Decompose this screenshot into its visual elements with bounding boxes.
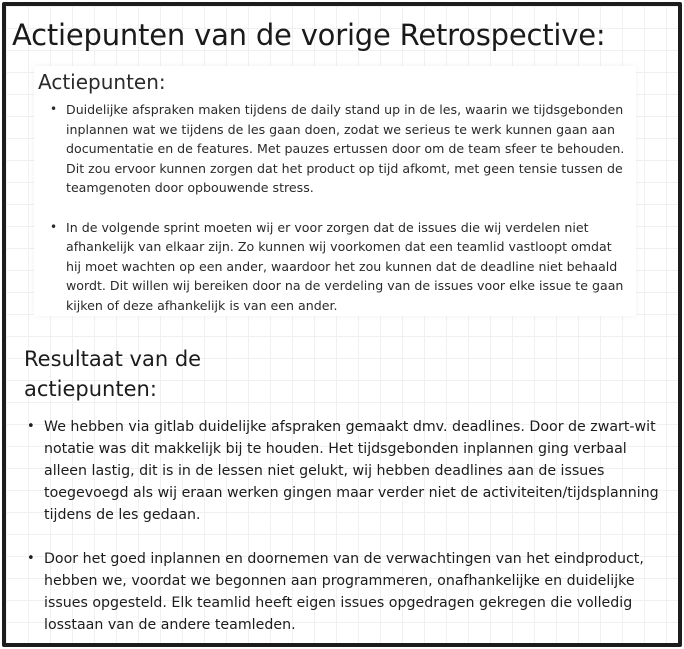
resultaat-item bbox=[24, 548, 664, 636]
actiepunten-heading: Actiepunten: bbox=[38, 70, 166, 94]
bullet-icon: • bbox=[50, 219, 58, 234]
actiepunt-text: In de volgende sprint moeten wij er voor zorgen dat de issues die wij verdelen niet afhankelijk van elkaar zijn. Zo kunnen wij voorkomen dat een teamlid vastloopt omdat hij moet wachten op een ander, waardoor het zou kunnen dat de deadline niet behaald wordt. Dit willen wij bereiken door na de verdeling van de issues voor elke issue te gaan kijken of deze afhankelijk is van een ander. bbox=[66, 219, 624, 313]
resultaat-text: We hebben via gitlab duidelijke afspraken gemaakt dmv. deadlines. Door de zwart-wit notatie was dit makkelijk bij te houden. Het tijdsgebonden inplannen ging verbaal alleen lastig, dit is in de lessen niet gelukt, wij hebben deadlines aan de issues toegevoegd als wij eraan werken gingen maar verder niet de activiteiten/tijdsplanning tijdens de les gedaan. bbox=[44, 419, 659, 523]
resultaat-heading: Resultaat van de actiepunten: bbox=[24, 347, 202, 401]
resultaat-list bbox=[24, 416, 664, 636]
actiepunt-item bbox=[48, 100, 630, 198]
resultaat-text: Door het goed inplannen en doornemen van de verwachtingen van het eindproduct, hebben we, voordat we begonnen aan programmeren, onafhankelijke en duidelijke issues opgesteld. Elk teamlid heeft eigen issues opgedragen gekregen die volledig losstaan van de andere teamleden. bbox=[44, 551, 644, 633]
actiepunt-text: Duidelijke afspraken maken tijdens de daily stand up in de les, waarin we tijdsgebonden inplannen wat we tijdens de les gaan doen, zodat we serieus te werk kunnen gaan aan documentatie en de features. Met pauzes ertussen door om de team sfeer te behouden. Dit zou ervoor kunnen zorgen dat het product op tijd afkomt, met geen tensie tussen de teamgenoten door opbouwende stress. bbox=[66, 102, 625, 195]
page-title: Actiepunten van de vorige Retrospective: bbox=[12, 18, 606, 52]
bullet-icon: • bbox=[27, 551, 35, 566]
actiepunten-list bbox=[48, 100, 630, 315]
resultaat-item bbox=[24, 416, 664, 526]
actiepunt-item bbox=[48, 218, 630, 316]
actiepunten-card bbox=[34, 66, 636, 316]
bullet-icon: • bbox=[27, 419, 35, 434]
bullet-icon: • bbox=[50, 102, 58, 116]
whiteboard-frame bbox=[2, 2, 682, 647]
